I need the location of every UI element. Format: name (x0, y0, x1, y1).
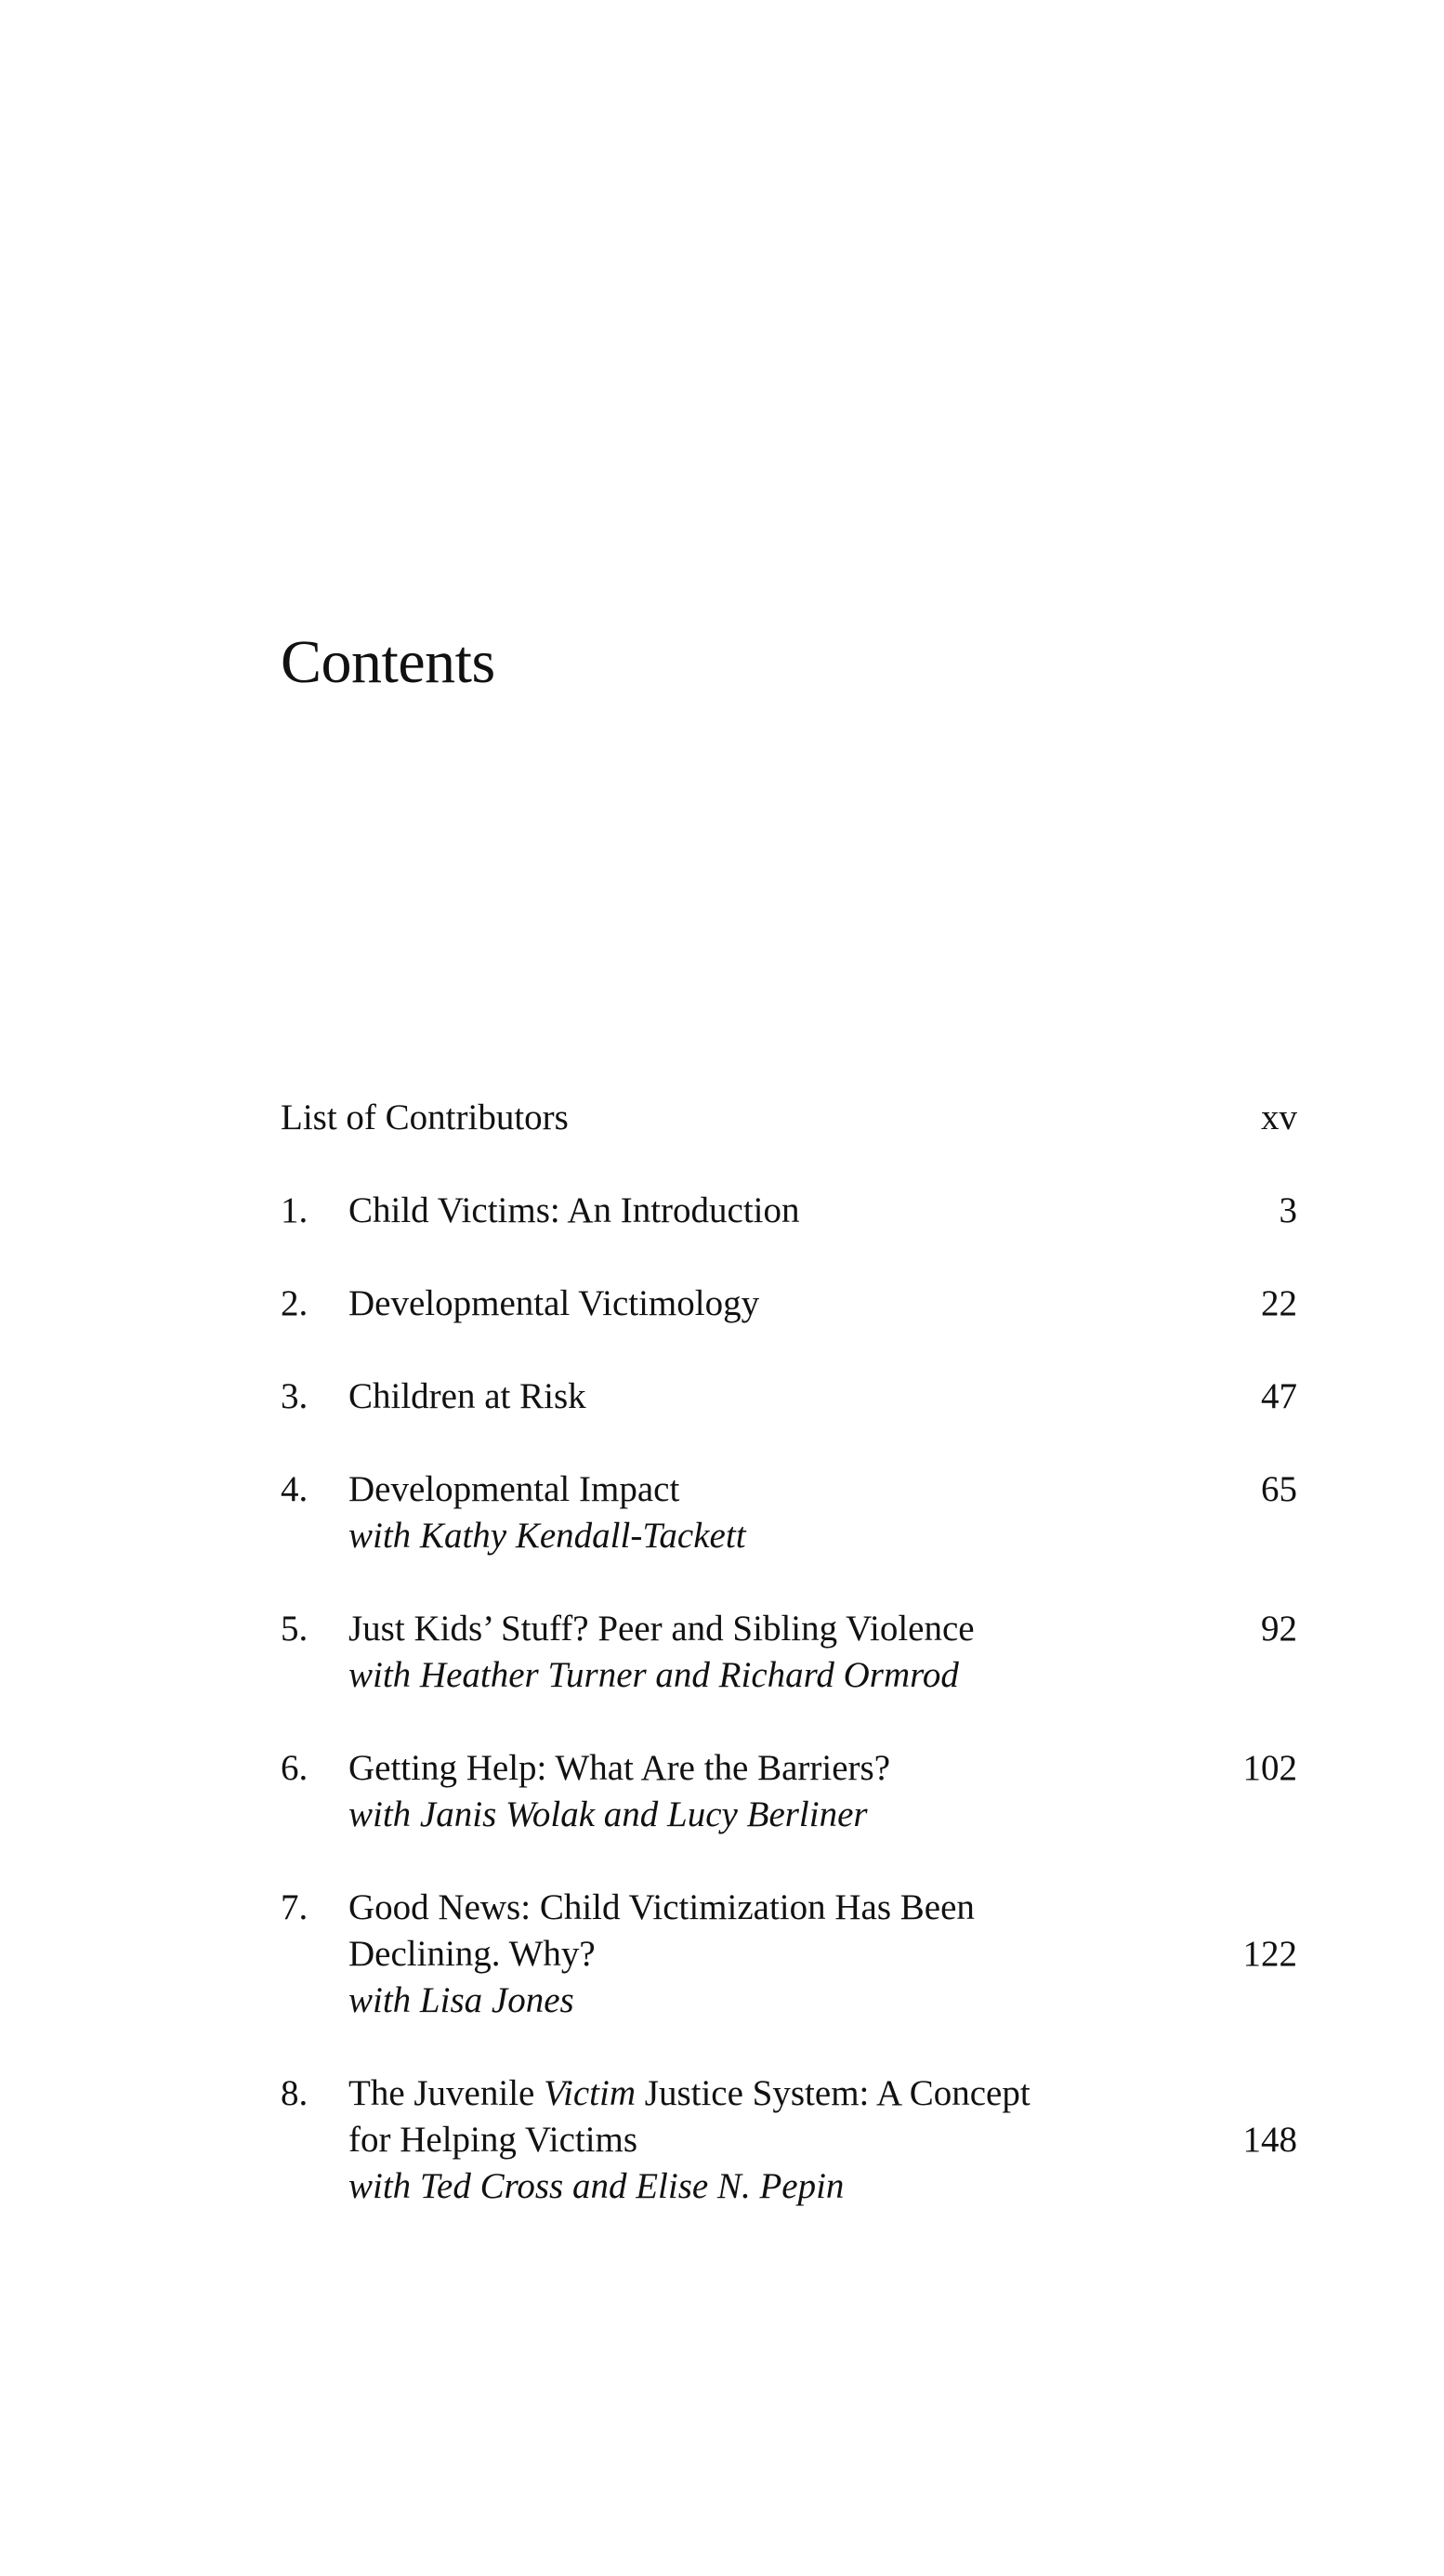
chapter-byline: with Janis Wolak and Lucy Berliner (348, 1794, 868, 1834)
chapter-title-line-2: for Helping Victims (348, 2120, 638, 2160)
chapter-number: 8. (281, 2073, 308, 2113)
toc-entry-chapter-6[interactable] (281, 1745, 1297, 1838)
chapter-number: 4. (281, 1469, 308, 1509)
chapter-title-part: The Juvenile (348, 2073, 545, 2113)
chapter-number: 1. (281, 1190, 308, 1230)
chapter-number: 5. (281, 1609, 308, 1649)
chapter-byline: with Lisa Jones (348, 1980, 574, 2020)
chapter-title-emphasis: Victim (544, 2073, 637, 2113)
toc-page-number: 65 (1261, 1469, 1297, 1509)
chapter-title-line-1: Good News: Child Victimization Has Been (348, 1887, 975, 1927)
toc-entry-contributors[interactable] (281, 1095, 1297, 1141)
chapter-byline: with Ted Cross and Elise N. Pepin (348, 2166, 845, 2206)
toc-entry-chapter-5[interactable] (281, 1606, 1297, 1699)
chapter-byline: with Heather Turner and Richard Ormrod (348, 1655, 959, 1695)
chapter-title-line-1 (348, 2070, 1186, 2117)
chapter-title: Children at Risk (348, 1376, 586, 1416)
toc-page-number: 3 (1279, 1190, 1297, 1230)
toc-page-number: 92 (1261, 1609, 1297, 1649)
toc-entry-chapter-3[interactable] (281, 1373, 1297, 1420)
toc-entry-chapter-8[interactable] (281, 2070, 1297, 2210)
toc-entry-chapter-7[interactable] (281, 1885, 1297, 2024)
chapter-title: Just Kids’ Stuff? Peer and Sibling Violence (348, 1609, 975, 1649)
toc-entry-chapter-1[interactable] (281, 1188, 1297, 1234)
chapter-title: Child Victims: An Introduction (348, 1190, 800, 1230)
chapter-number: 2. (281, 1283, 308, 1323)
chapter-number: 3. (281, 1376, 308, 1416)
chapter-title-line-2: Declining. Why? (348, 1934, 596, 1974)
chapter-title: Developmental Impact (348, 1469, 680, 1509)
toc-page-number: 148 (1242, 2120, 1297, 2160)
chapter-title: Getting Help: What Are the Barriers? (348, 1748, 891, 1788)
toc-page-number: 122 (1242, 1934, 1297, 1974)
toc-entry-chapter-2[interactable] (281, 1281, 1297, 1327)
toc-page-number: 22 (1261, 1283, 1297, 1323)
toc-page-number: 47 (1261, 1376, 1297, 1416)
chapter-title: Developmental Victimology (348, 1283, 760, 1323)
toc-page-number: xv (1261, 1097, 1297, 1137)
chapter-number: 6. (281, 1748, 308, 1788)
chapter-title-part: Justice System: A Concept (636, 2073, 1030, 2113)
table-of-contents (281, 1095, 1297, 2256)
toc-page-number: 102 (1242, 1748, 1297, 1788)
chapter-byline: with Kathy Kendall-Tackett (348, 1516, 746, 1556)
toc-entry-title: List of Contributors (281, 1097, 569, 1137)
page-title: Contents (281, 628, 495, 696)
toc-entry-chapter-4[interactable] (281, 1466, 1297, 1559)
chapter-number: 7. (281, 1887, 308, 1927)
